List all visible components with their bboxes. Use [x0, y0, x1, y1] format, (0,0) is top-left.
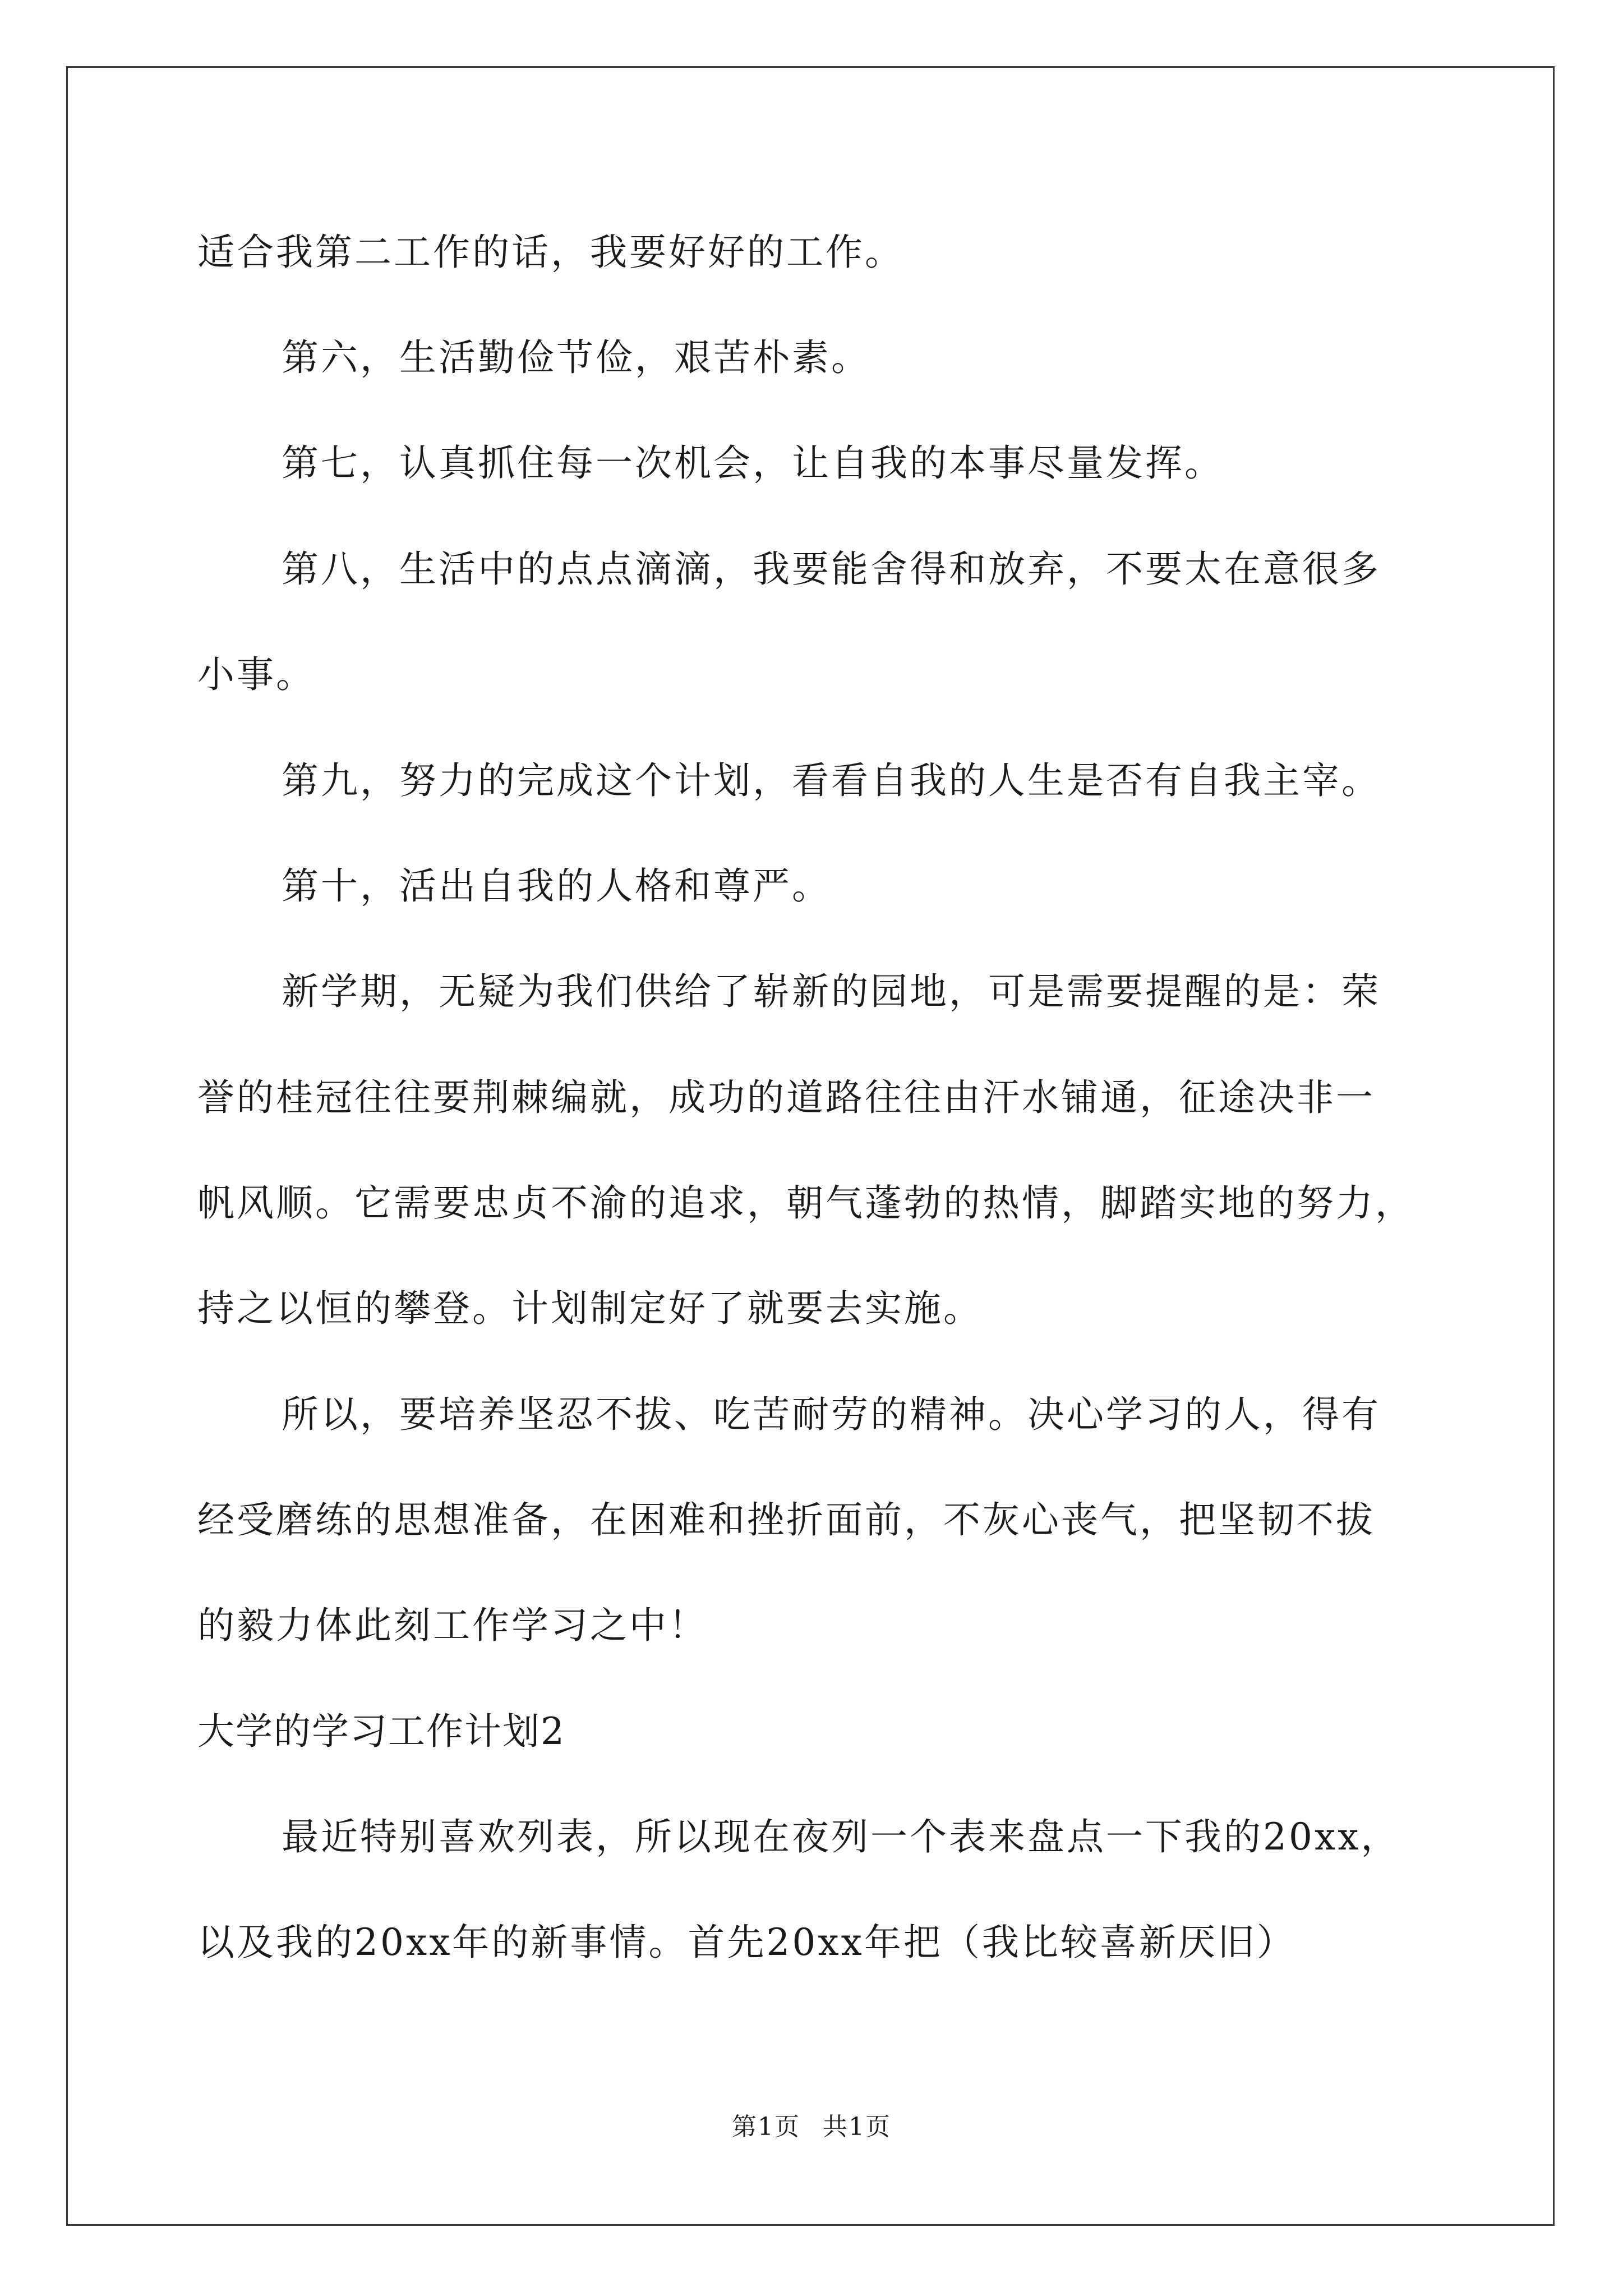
text-line: 小事。	[197, 653, 315, 696]
page-border	[66, 66, 1555, 2226]
text-line: 第八，生活中的点点滴滴，我要能舍得和放弃，不要太在意很多	[282, 547, 1381, 591]
text-line: 经受磨练的思想准备，在困难和挫折面前，不灰心丧气，把坚韧不拔	[197, 1498, 1375, 1542]
text-line: 的毅力体此刻工作学习之中！	[197, 1604, 708, 1647]
text-line: 帆风顺。它需要忠贞不渝的追求，朝气蓬勃的热情，脚踏实地的努力，	[197, 1181, 1414, 1225]
text-line: 第六，生活勤俭节俭，艰苦朴素。	[282, 336, 870, 379]
text-line: 以及我的20xx年的新事情。首先20xx年把（我比较喜新厌旧）	[197, 1921, 1296, 1964]
text-line: 誉的桂冠往往要荆棘编就，成功的道路往往由汗水铺通，征途决非一	[197, 1076, 1375, 1119]
text-line: 新学期，无疑为我们供给了崭新的园地，可是需要提醒的是：荣	[282, 970, 1381, 1013]
text-line: 所以，要培养坚忍不拔、吃苦耐劳的精神。决心学习的人，得有	[282, 1393, 1381, 1436]
text-line: 第七，认真抓住每一次机会，让自我的本事尽量发挥。	[282, 441, 1224, 485]
section-heading: 大学的学习工作计划2	[197, 1710, 565, 1753]
page-footer	[0, 2110, 1623, 2144]
page-total: 共1页	[823, 2113, 891, 2141]
text-line: 适合我第二工作的话，我要好好的工作。	[197, 231, 904, 274]
text-line: 第十，活出自我的人格和尊严。	[282, 864, 831, 908]
page-number: 第1页	[732, 2113, 800, 2141]
text-line: 持之以恒的攀登。计划制定好了就要去实施。	[197, 1287, 983, 1330]
text-line: 第九，努力的完成这个计划，看看自我的人生是否有自我主宰。	[282, 759, 1381, 802]
text-line: 最近特别喜欢列表，所以现在夜列一个表来盘点一下我的20xx，	[282, 1815, 1400, 1858]
